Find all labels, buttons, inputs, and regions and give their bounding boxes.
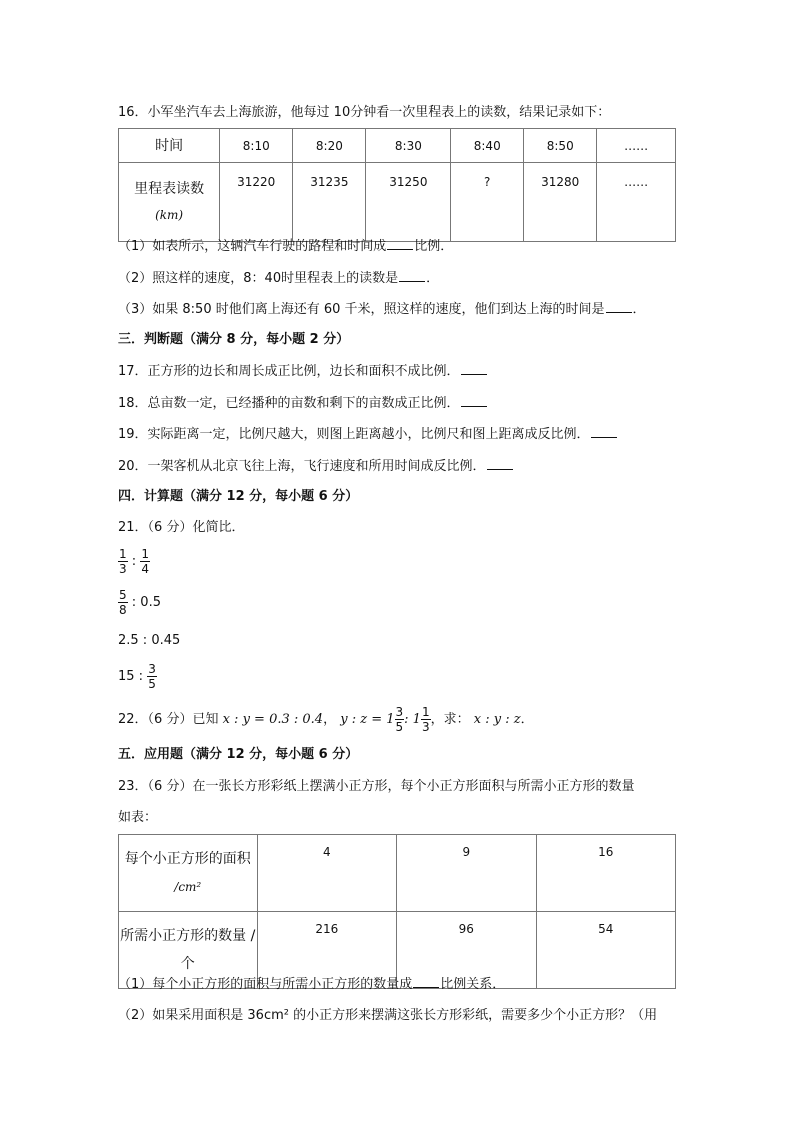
q22-ratio-mid: : 1 xyxy=(404,712,421,727)
answer-blank xyxy=(461,362,487,375)
q20 xyxy=(118,457,514,476)
q19 xyxy=(118,425,618,444)
q22-target: x : y : z xyxy=(473,712,521,727)
fraction xyxy=(395,705,405,734)
ratio-colon: : xyxy=(131,554,137,569)
table-row xyxy=(119,163,676,242)
table-cell: 8:50 xyxy=(524,129,597,163)
q16-table xyxy=(118,128,676,242)
q16-part3-tail: ． xyxy=(632,302,646,317)
q23-stem-1: 23．（6 分）在一张长方形彩纸上摆满小正方形，每个小正方形面积与所需小正方形的数量 xyxy=(118,779,635,794)
section-5-heading: 五．应用题（满分 12 分，每小题 6 分） xyxy=(118,747,359,762)
numerator: 5 xyxy=(119,588,127,602)
q16-part3 xyxy=(118,300,646,319)
q23-table xyxy=(118,834,676,989)
table-cell: 8:10 xyxy=(220,129,293,163)
q21-stem: 21．（6 分）化简比． xyxy=(118,520,245,535)
area-label: 每个小正方形的面积 xyxy=(124,851,251,867)
answer-blank xyxy=(461,394,487,407)
denominator: 3 xyxy=(421,720,430,734)
table-cell: 8:30 xyxy=(366,129,451,163)
q23-part1 xyxy=(118,975,505,994)
denominator: 3 xyxy=(119,562,127,576)
q21-expr-1 xyxy=(118,547,150,576)
q18 xyxy=(118,394,488,413)
answer-blank xyxy=(591,425,617,438)
q20-text: 20．一架客机从北京飞往上海，飞行速度和所用时间成反比例． xyxy=(118,459,486,474)
q22-ask: ，求： xyxy=(430,712,470,727)
fraction xyxy=(147,662,157,691)
q23-stem-2: 如表： xyxy=(118,810,158,825)
fraction xyxy=(421,705,431,734)
q16-part1-tail: 比例． xyxy=(414,239,454,254)
table-cell: 96 xyxy=(397,912,536,989)
q16-part1-text: （1）如表所示，这辆汽车行驶的路程和时间成 xyxy=(118,239,387,254)
table-cell: …… xyxy=(597,163,676,242)
answer-blank xyxy=(606,300,632,313)
q22-period: ． xyxy=(520,712,534,727)
q22-ratio-yz: y : z = 1 xyxy=(340,712,395,727)
fraction xyxy=(118,547,128,576)
q16-part2 xyxy=(118,269,439,288)
q16-part2-tail: ． xyxy=(426,271,440,286)
table-header-reading xyxy=(119,163,220,242)
count-unit: 个 xyxy=(180,956,195,972)
table-cell: 4 xyxy=(257,835,397,912)
table-row xyxy=(119,835,676,912)
q17-text: 17．正方形的边长和周长成正比例，边长和面积不成比例． xyxy=(118,364,460,379)
ratio-rest: : 0.5 xyxy=(131,595,161,610)
q21-expr-3: 2.5 : 0.45 xyxy=(118,633,181,648)
q16-part2-text: （2）照这样的速度，8：40时里程表上的读数是 xyxy=(118,271,399,286)
q22-text: 22．（6 分）已知 xyxy=(118,712,219,727)
table-cell: 54 xyxy=(536,912,676,989)
table-cell: 31235 xyxy=(293,163,366,242)
denominator: 5 xyxy=(148,677,156,691)
table-cell: ? xyxy=(451,163,524,242)
answer-blank xyxy=(387,237,413,250)
section-4-heading: 四．计算题（满分 12 分，每小题 6 分） xyxy=(118,489,359,504)
denominator: 4 xyxy=(141,562,149,576)
q16-stem: 16．小军坐汽车去上海旅游，他每过 10分钟看一次里程表上的读数，结果记录如下： xyxy=(118,105,611,120)
q16-part1 xyxy=(118,237,453,256)
table-cell: …… xyxy=(597,129,676,163)
section-3-heading: 三．判断题（满分 8 分，每小题 2 分） xyxy=(118,332,350,347)
q22-ratio-xy: x : y = 0.3 : 0.4 xyxy=(222,712,324,727)
numerator: 3 xyxy=(395,705,404,719)
q22 xyxy=(118,705,534,734)
fraction xyxy=(118,588,128,617)
q23-part2: （2）如果采用面积是 36cm² 的小正方形来摆满这张长方形彩纸，需要多少个小正方形？（用 xyxy=(118,1008,658,1023)
table-cell: 216 xyxy=(257,912,397,989)
numerator: 1 xyxy=(119,547,127,561)
answer-blank xyxy=(487,457,513,470)
q23-part1-text: （1）每个小正方形的面积与所需小正方形的数量成 xyxy=(118,977,413,992)
numerator: 1 xyxy=(141,547,149,561)
table-cell: 8:20 xyxy=(293,129,366,163)
numerator: 3 xyxy=(148,662,156,676)
table-cell: 31220 xyxy=(220,163,293,242)
q21-expr-2 xyxy=(118,588,161,617)
q19-text: 19．实际距离一定，比例尺越大，则图上距离越小，比例尺和图上距离成反比例． xyxy=(118,427,590,442)
q17 xyxy=(118,362,488,381)
fraction xyxy=(140,547,150,576)
table-cell: 9 xyxy=(397,835,536,912)
q16-part3-text: （3）如果 8:50 时他们离上海还有 60 千米，照这样的速度，他们到达上海的时间是 xyxy=(118,302,605,317)
numerator: 1 xyxy=(421,705,430,719)
denominator: 8 xyxy=(119,603,127,617)
denominator: 5 xyxy=(395,720,404,734)
reading-label: 里程表读数 xyxy=(134,181,205,197)
table-cell: 16 xyxy=(536,835,676,912)
q22-comma: ， xyxy=(323,712,337,727)
table-cell: 31250 xyxy=(366,163,451,242)
answer-blank xyxy=(399,269,425,282)
q23-part1-tail: 比例关系． xyxy=(440,977,506,992)
area-unit: /cm² xyxy=(174,880,202,894)
table-header-area xyxy=(119,835,258,912)
q18-text: 18．总亩数一定，已经播种的亩数和剩下的亩数成正比例． xyxy=(118,396,460,411)
count-label: 所需小正方形的数量 / xyxy=(120,928,256,944)
table-header-time: 时间 xyxy=(119,129,220,163)
reading-unit: (km) xyxy=(155,208,184,222)
ratio-lead: 15 : xyxy=(118,669,144,684)
table-cell: 8:40 xyxy=(451,129,524,163)
table-cell: 31280 xyxy=(524,163,597,242)
q21-expr-4 xyxy=(118,662,157,691)
answer-blank xyxy=(413,975,439,988)
table-row xyxy=(119,129,676,163)
